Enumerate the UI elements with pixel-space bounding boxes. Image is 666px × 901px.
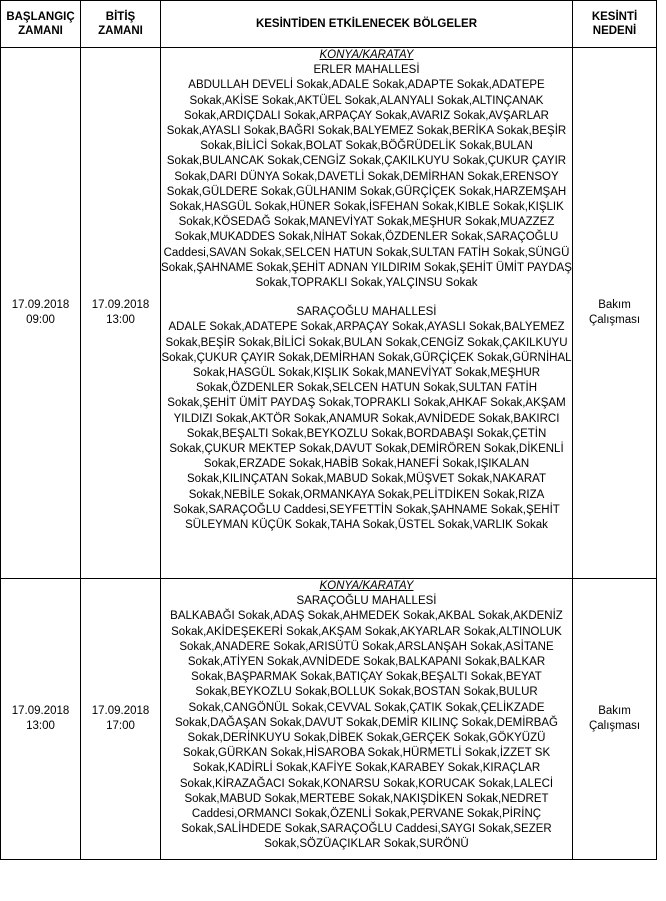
spacer — [161, 291, 572, 305]
end-hour: 17:00 — [106, 720, 135, 732]
end-hour: 13:00 — [106, 314, 135, 326]
table-row — [1, 579, 657, 860]
reason-line2: Çalışması — [588, 314, 641, 326]
reason-line1: Bakım — [598, 705, 631, 717]
header-start — [1, 1, 81, 48]
header-end-line1: BİTİŞ — [105, 11, 136, 23]
neighborhood-title: ERLER MAHALLESİ — [313, 64, 420, 77]
reason-line1: Bakım — [598, 299, 631, 311]
header-end — [81, 1, 161, 48]
reason-cell — [573, 579, 657, 860]
street-list: ABDULLAH DEVELİ Sokak,ADALE Sokak,ADAPTE Sokak,ADATEPE Sokak,AKİSE Sokak,AKTÜEL Sokak,ALANYALI Sokak,ALTINÇANAK Sokak,ARDIÇDALI Sokak,ARPAÇAY Sokak,AVARIZ Sokak,AVŞARLAR Sokak,AYASLI Sokak,BAĞRI Sokak,BALYEMEZ Sokak,BERİKA Sokak,BEŞİR Sokak,BİLİCİ Sokak,BOLAT Sokak,BÖĞRÜDELİK Sokak,BULAN Sokak,BULANCAK Sokak,CENGİZ Sokak,ÇAKILKUYU Sokak,ÇUKUR ÇAYIR Sokak,DARI DÜNYA Sokak,DAVETLİ Sokak,DEMİRHAN Sokak,ERENSOY Sokak,GÜLDERE Sokak,GÜLHANIM Sokak,GÜRÇİÇEK Sokak,HARZEMŞAH Sokak,HASGÜL Sokak,HÜNER Sokak,İSFEHAN Sokak,KIBLE Sokak,KIŞLIK Sokak,KÖSEDAĞ Sokak,MANEVİYAT Sokak,MEŞHUR Sokak,MUAZZEZ Sokak,MUKADDES Sokak,NİHAT Sokak,ÖZDENLER Sokak,SARAÇOĞLU Caddesi,SAVAN Sokak,SELCEN HATUN Sokak,SULTAN FATİH Sokak,SÜNGÜ Sokak,ŞAHNAME Sokak,ŞEHİT ADNAN YILDIRIM Sokak,ŞEHİT ÜMİT PAYDAŞ Sokak,TOPRAKLI Sokak,YALÇINSU Sokak — [161, 79, 572, 290]
reason-cell — [573, 48, 657, 579]
end-date: 17.09.2018 — [91, 705, 150, 717]
end-date: 17.09.2018 — [91, 299, 150, 311]
header-areas: KESİNTİDEN ETKİLENECEK BÖLGELER — [161, 1, 573, 48]
city-district: KONYA/KARATAY — [319, 49, 414, 61]
neighborhood-title: SARAÇOĞLU MAHALLESİ — [296, 595, 437, 608]
start-hour: 13:00 — [26, 720, 55, 732]
header-start-line1: BAŞLANGIÇ — [6, 11, 75, 23]
header-reason-line2: NEDENİ — [592, 25, 637, 37]
header-reason-line1: KESİNTİ — [591, 11, 638, 23]
neighborhood-title: SARAÇOĞLU MAHALLESİ — [296, 306, 437, 319]
header-start-line2: ZAMANI — [18, 25, 63, 37]
affected-areas-cell — [161, 48, 573, 579]
start-hour: 09:00 — [26, 314, 55, 326]
city-district: KONYA/KARATAY — [319, 580, 414, 592]
table-row — [1, 48, 657, 579]
header-row — [1, 1, 657, 48]
reason-line2: Çalışması — [588, 720, 641, 732]
end-time-cell — [81, 48, 161, 579]
header-end-line2: ZAMANI — [98, 25, 143, 37]
end-time-cell — [81, 579, 161, 860]
start-date: 17.09.2018 — [11, 299, 70, 311]
start-time-cell — [1, 48, 81, 579]
street-list: ADALE Sokak,ADATEPE Sokak,ARPAÇAY Sokak,AYASLI Sokak,BALYEMEZ Sokak,BEŞİR Sokak,BİLİCİ Sokak,BULAN Sokak,CENGİZ Sokak,ÇAKILKUYU Sokak,ÇUKUR ÇAYIR Sokak,DEMİRHAN Sokak,GÜRÇİÇEK Sokak,GÜRNİHAL Sokak,HASGÜL Sokak,KIŞLIK Sokak,MANEVİYAT Sokak,MEŞHUR Sokak,ÖZDENLER Sokak,SELCEN HATUN Sokak,SULTAN FATİH Sokak,ŞEHİT ÜMİT PAYDAŞ Sokak,TOPRAKLI Sokak,AHKAF Sokak,AKŞAM YILDIZI Sokak,AKTÖR Sokak,ANAMUR Sokak,AVNİDEDE Sokak,BAKIRCI Sokak,BEŞALTI Sokak,BEYKOZLU Sokak,BORDABAŞI Sokak,ÇETİN Sokak,ÇUKUR MEKTEP Sokak,DAVUT Sokak,DEMİRÖREN Sokak,DİKENLİ Sokak,ERZADE Sokak,HABİB Sokak,HANEFİ Sokak,IŞIKALAN Sokak,KILINÇATAN Sokak,MABUD Sokak,MÜŞVET Sokak,NAKARAT Sokak,NEBİLE Sokak,ORMANKAYA Sokak,PELİTDİKEN Sokak,RIZA Sokak,SARAÇOĞLU Caddesi,SEYFETTİN Sokak,ŞAHNAME Sokak,ŞEHİT SÜLEYMAN KÜÇÜK Sokak,TAHA Sokak,ÜSTEL Sokak,VARLIK Sokak — [161, 321, 572, 532]
affected-areas-cell — [161, 579, 573, 860]
header-reason — [573, 1, 657, 48]
street-list: BALKABAĞI Sokak,ADAŞ Sokak,AHMEDEK Sokak,AKBAL Sokak,AKDENİZ Sokak,AKİDEŞEKERİ Sokak,AKŞAM Sokak,AKYARLAR Sokak,ALTINOLUK Sokak,ANADERE Sokak,ARISÜTÜ Sokak,ARSLANŞAH Sokak,ASİTANE Sokak,ATİYEN Sokak,AVNİDEDE Sokak,BALKAPANI Sokak,BALKAR Sokak,BAŞPARMAK Sokak,BATIÇAY Sokak,BEŞALTI Sokak,BEYAT Sokak,BEYKOZLU Sokak,BOLLUK Sokak,BOSTAN Sokak,BULUR Sokak,CANGÖNÜL Sokak,CEVVAL Sokak,ÇATIK Sokak,ÇELİKZADE Sokak,DAĞAŞAN Sokak,DAVUT Sokak,DEMİR KILINÇ Sokak,DEMİRBAĞ Sokak,DERİNKUYU Sokak,DİBEK Sokak,GERÇEK Sokak,GÖKYÜZÜ Sokak,GÜRKAN Sokak,HİSAROBA Sokak,HÜRMETLİ Sokak,İZZET SK Sokak,KADİRLİ Sokak,KAFİYE Sokak,KARABEY Sokak,KIRAÇLAR Sokak,KİRAZAĞACI Sokak,KONARSU Sokak,KORUCAK Sokak,LALECİ Sokak,MABUD Sokak,MERTEBE Sokak,NAKIŞDİKEN Sokak,NEDRET Caddesi,ORMANCI Sokak,ÖZENLİ Sokak,PERVANE Sokak,PİRİNÇ Sokak,SALİHDEDE Sokak,SARAÇOĞLU Caddesi,SAYGI Sokak,SEZER Sokak,SÖZÜAÇIKLAR Sokak,SURÖNÜ — [170, 610, 563, 851]
start-time-cell — [1, 579, 81, 860]
start-date: 17.09.2018 — [11, 705, 70, 717]
